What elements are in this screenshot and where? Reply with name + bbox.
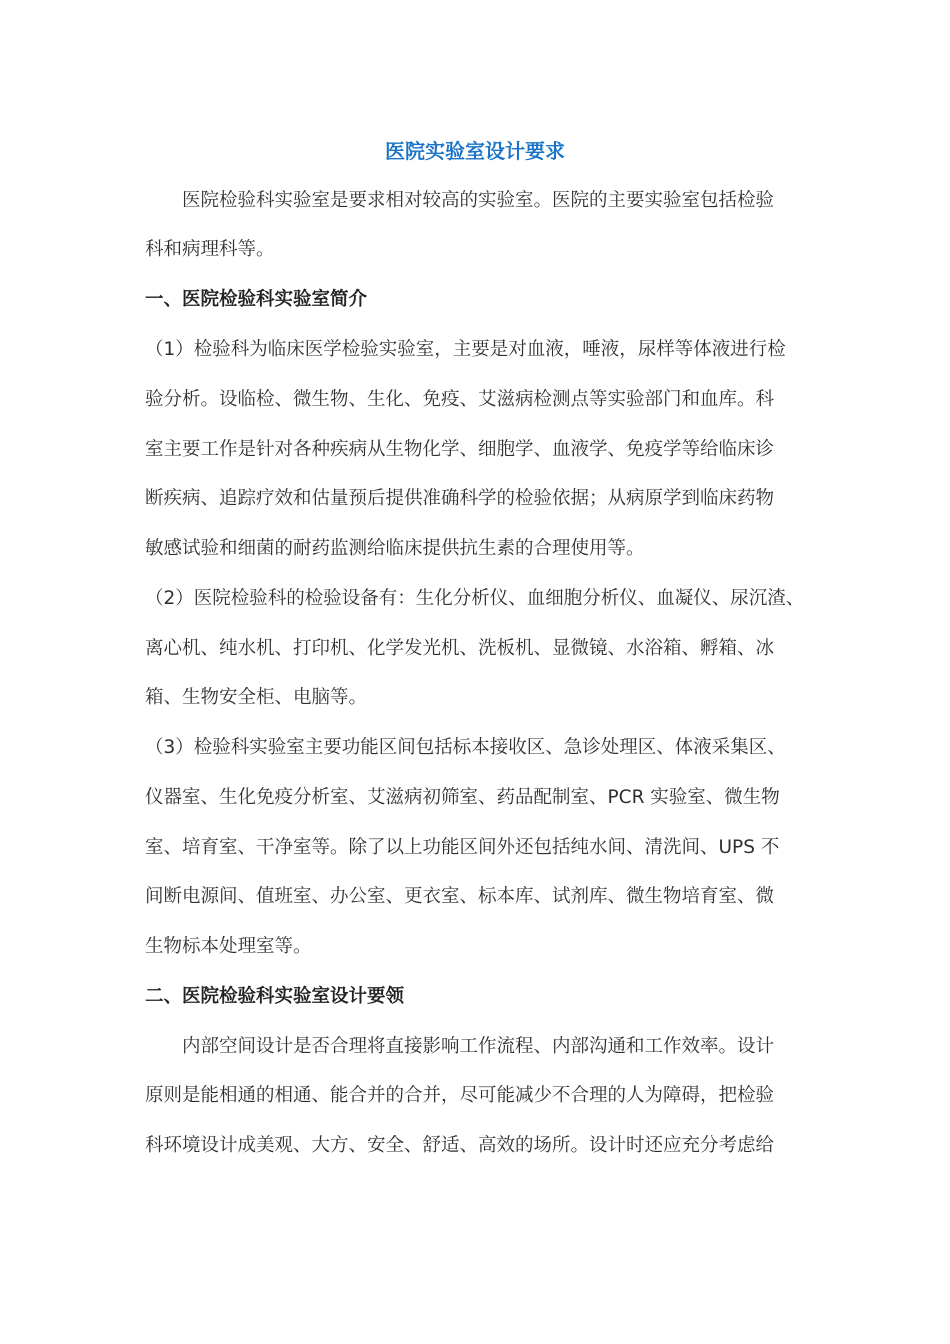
- paragraph-line: 间断电源间、值班室、办公室、更衣室、标本库、试剂库、微生物培育室、微: [145, 886, 775, 907]
- document-title: 医院实验室设计要求: [385, 139, 565, 163]
- paragraph-line: 内部空间设计是否合理将直接影响工作流程、内部沟通和工作效率。设计: [145, 1036, 775, 1057]
- paragraph-line: 原则是能相通的相通、能合并的合并，尽可能减少不合理的人为障碍，把检验: [145, 1085, 775, 1106]
- section-heading-1: 一、医院检验科实验室简介: [145, 289, 368, 310]
- paragraph-line: 室、培育室、干净室等。除了以上功能区间外还包括纯水间、清洗间、UPS 不: [145, 837, 780, 858]
- paragraph-line: 离心机、纯水机、打印机、化学发光机、洗板机、显微镜、水浴箱、孵箱、冰: [145, 638, 775, 659]
- paragraph-line: （3）检验科实验室主要功能区间包括标本接收区、急诊处理区、体液采集区、: [145, 737, 786, 758]
- intro-line-1: 医院检验科实验室是要求相对较高的实验室。医院的主要实验室包括检验: [145, 190, 775, 211]
- paragraph-line: （2）医院检验科的检验设备有：生化分析仪、血细胞分析仪、血凝仪、尿沉渣、: [145, 588, 805, 609]
- intro-line-2: 科和病理科等。: [145, 239, 275, 260]
- paragraph-line: （1）检验科为临床医学检验实验室，主要是对血液，唾液，尿样等体液进行检: [145, 339, 786, 360]
- paragraph-line: 科环境设计成美观、大方、安全、舒适、高效的场所。设计时还应充分考虑给: [145, 1135, 775, 1156]
- paragraph-line: 生物标本处理室等。: [145, 936, 312, 957]
- paragraph-line: 断疾病、追踪疗效和估量预后提供准确科学的检验依据；从病原学到临床药物: [145, 488, 775, 509]
- section-heading-2: 二、医院检验科实验室设计要领: [145, 986, 405, 1007]
- paragraph-line: 仪器室、生化免疫分析室、艾滋病初筛室、药品配制室、PCR 实验室、微生物: [145, 787, 780, 808]
- paragraph-line: 敏感试验和细菌的耐药监测给临床提供抗生素的合理使用等。: [145, 538, 645, 559]
- paragraph-line: 验分析。设临检、微生物、生化、免疫、艾滋病检测点等实验部门和血库。科: [145, 389, 775, 410]
- paragraph-line: 室主要工作是针对各种疾病从生物化学、细胞学、血液学、免疫学等给临床诊: [145, 439, 775, 460]
- paragraph-line: 箱、生物安全柜、电脑等。: [145, 687, 368, 708]
